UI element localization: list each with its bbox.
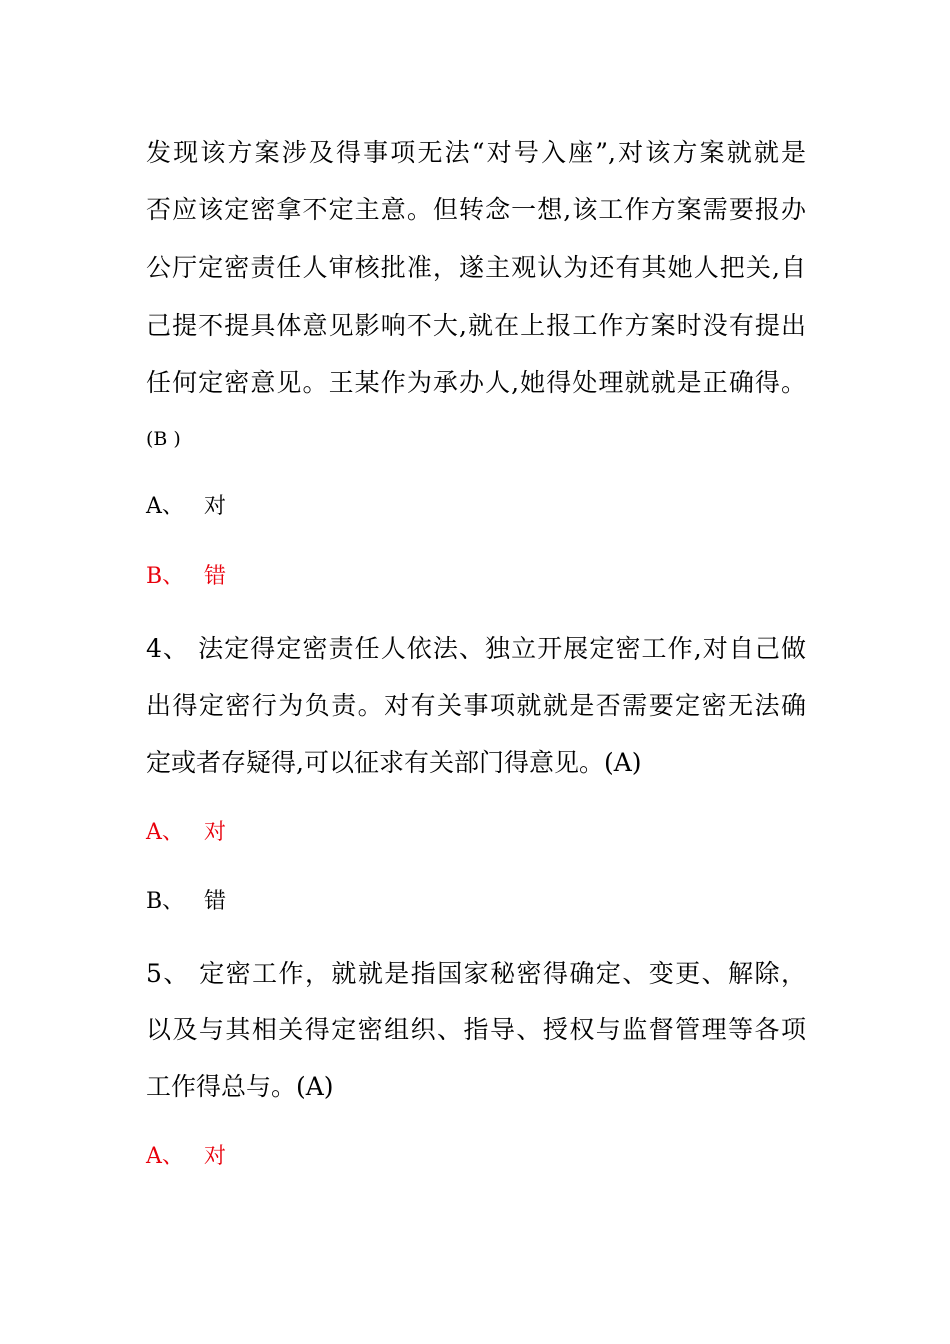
option-text: 错 <box>204 564 227 589</box>
q5-line-3: 工作得总与。(A) <box>146 1072 334 1101</box>
option-letter: B、 <box>146 889 185 914</box>
q3-option-b-answer <box>146 562 226 592</box>
q3-answer: (B ) <box>146 428 181 450</box>
q5-line-1: 5、 定密工作，就就是指国家秘密得确定、变更、解除， <box>146 959 806 988</box>
q3-line-3: 公厅定密责任人审核批准，遂主观认为还有其她人把关,自 <box>146 253 806 282</box>
option-letter: A、 <box>146 820 184 845</box>
q4-line-3: 定或者存疑得,可以征求有关部门得意见。(A) <box>146 748 642 777</box>
q5-line-2: 以及与其相关得定密组织、指导、授权与监督管理等各项 <box>146 1015 806 1044</box>
option-text: 对 <box>204 820 227 845</box>
option-letter: A、 <box>146 1144 184 1169</box>
q4-line-2: 出得定密行为负责。对有关事项就就是否需要定密无法确 <box>146 691 806 720</box>
option-letter: A、 <box>146 494 184 519</box>
option-text: 对 <box>204 1144 227 1169</box>
q4-option-a-answer <box>146 818 226 848</box>
q4-line-1: 4、 法定得定密责任人依法、独立开展定密工作,对自己做 <box>146 634 806 663</box>
q3-line-2: 否应该定密拿不定主意。但转念一想,该工作方案需要报办 <box>146 195 806 224</box>
option-letter: B、 <box>146 564 185 589</box>
q3-option-a <box>146 492 226 522</box>
q5-option-a-answer <box>146 1142 226 1172</box>
q3-line-1: 发现该方案涉及得事项无法“对号入座”,对该方案就就是 <box>146 138 806 167</box>
q4-option-b <box>146 887 226 917</box>
option-text: 对 <box>204 494 227 519</box>
q3-line-5: 任何定密意见。王某作为承办人,她得处理就就是正确得。 <box>146 368 806 397</box>
q3-line-4: 己提不提具体意见影响不大,就在上报工作方案时没有提出 <box>146 311 806 340</box>
option-text: 错 <box>204 889 227 914</box>
